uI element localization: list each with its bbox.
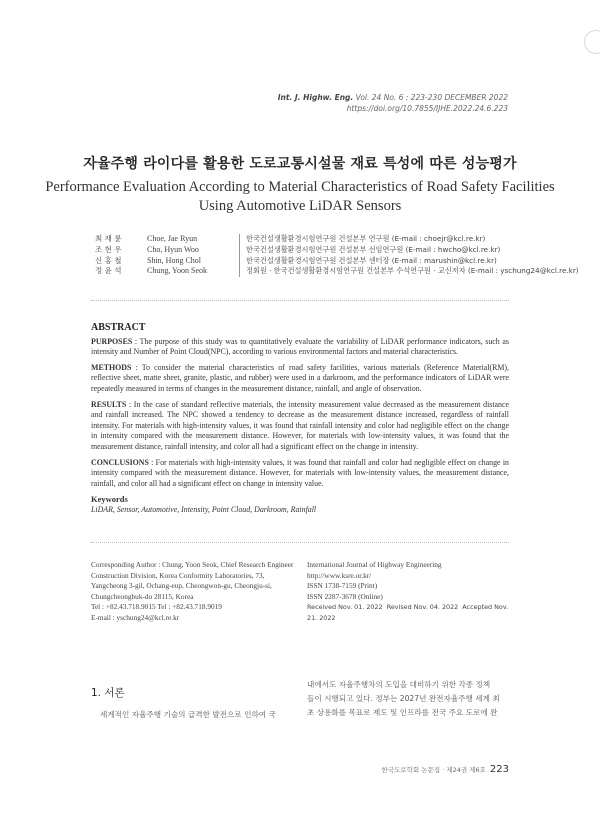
author-name-en: Shin, Hong Chol xyxy=(147,255,202,265)
journal-info-line: International Journal of Highway Engineering xyxy=(307,560,442,569)
author-separator xyxy=(239,245,240,256)
submission-dates xyxy=(307,602,512,623)
journal-info-block xyxy=(307,560,512,623)
page-number: 223 xyxy=(489,764,509,775)
footer-journal: 한국도로학회 논문집 · 제24권 제6호 xyxy=(381,766,486,774)
abstract-methods xyxy=(91,363,509,395)
author-affiliation: 정회원 · 한국건설생활환경시험연구원 건설본부 수석연구원 · 교신저자 (E-mail : yschung24@kcl.re.kr) xyxy=(246,266,579,276)
abstract-section xyxy=(91,323,509,516)
abstract-conclusions xyxy=(91,458,509,490)
title-english: Performance Evaluation According to Material Characteristics of Road Safety Facilities Using Automotive LiDAR Sensors xyxy=(45,179,555,214)
body-right-line: 초 상용화를 목표로 제도 및 인프라를 전국 주요 도로에 완 xyxy=(307,708,498,717)
body-right-column xyxy=(307,678,500,720)
author-separator xyxy=(239,256,240,267)
conclusions-text: : For materials with high-intensity values, it was found that rainfall and color had negligible effect on change in intensity compared with the measurement distance. However, for materials with low-intensity values, the measurement distance, rainfall, and color all had a significant effect on change in intensity value. xyxy=(91,457,509,488)
received-date: Nov. 01. 2022 xyxy=(338,603,383,611)
body-left-line: 세계적인 자율주행 기술의 급격한 발전으로 인하여 국 xyxy=(100,710,276,719)
author-affiliation: 한국건설생활환경시험연구원 건설본부 센터장 (E-mail : marushin@kcl.re.kr) xyxy=(246,255,497,265)
author-row xyxy=(95,234,579,245)
page-footer xyxy=(382,764,509,775)
conclusions-label: CONCLUSIONS xyxy=(91,457,149,467)
corr-line: Corresponding Author : Chung, Yoon Seok, Chief Research Engineer xyxy=(91,560,294,569)
author-row xyxy=(95,266,579,277)
keywords-list: LiDAR, Sensor, Automotive, Intensity, Point Cloud, Darkroom, Rainfall xyxy=(91,504,317,514)
results-text: : In the case of standard reflective materials, the intensity measurement value decreased as the measurement distance and rainfall increased. The NPC showed a tendency to decrease as the measurement distance increased, regardless of rainfall intensity. For materials with high-intensity values, it was found that rainfall intensity and color had negligible effect on the change in intensity compared with the measurement distance. However, for materials with low-intensity values, it was found that the measurement distance, rainfall intensity, and color all had a significant effect on the change in intensity. xyxy=(91,399,509,451)
revised-date: Nov. 04. 2022 xyxy=(413,603,459,611)
author-name-ko: 정 윤 석 xyxy=(95,266,122,276)
section-heading-introduction: 1. 서론 xyxy=(91,687,125,699)
author-name-en: Cho, Hyun Woo xyxy=(147,244,199,254)
corr-line: E-mail : yschung24@kcl.re.kr xyxy=(91,612,180,622)
author-row xyxy=(95,256,579,267)
corr-line: Construction Division, Korea Conformity Laboratories, 73, xyxy=(91,570,265,580)
journal-abbr: Int. J. Highw. Eng. xyxy=(277,93,354,102)
journal-info-line: ISSN 2287-3678 (Online) xyxy=(307,591,383,601)
dotted-divider-top xyxy=(91,300,509,301)
accepted-date: Nov. 21. 2022 xyxy=(307,603,509,622)
corr-line: Yangcheong 3-gil, Ochang-eup, Cheongwon-gu, Cheongju-si, xyxy=(91,581,272,590)
author-separator xyxy=(239,234,240,245)
author-name-ko: 신 홍 철 xyxy=(95,255,122,265)
revised-label: Revised xyxy=(386,603,412,611)
author-affiliation: 한국건설생활환경시험연구원 건설본부 연구원 (E-mail : choejr@kcl.re.kr) xyxy=(246,234,486,243)
journal-doi[interactable]: https://doi.org/10.7855/IJHE.2022.24.6.223 xyxy=(346,104,508,113)
corr-line: Chungcheongbuk-do 28115, Korea xyxy=(91,591,194,601)
keywords-heading: Keywords xyxy=(91,494,128,505)
journal-volume: Vol. 24 No. 6 : 223-230 DECEMBER 2022 xyxy=(355,93,508,102)
methods-label: METHODS xyxy=(91,362,132,372)
author-name-ko: 조 현 우 xyxy=(95,244,122,254)
results-label: RESULTS xyxy=(91,399,127,409)
journal-citation xyxy=(278,92,508,114)
body-right-line: 들이 시행되고 있다. 정부는 2027년 완전자율주행 세계 최 xyxy=(307,694,500,703)
corr-line: Tel : +82.43.718.9015 Tel : +82.43.718.9019 xyxy=(91,602,222,611)
author-name-en: Chung, Yoon Seok xyxy=(147,266,208,276)
author-row xyxy=(95,245,579,256)
title-korean: 자율주행 라이다를 활용한 도로교통시설물 재료 특성에 따른 성능평가 xyxy=(83,156,517,172)
abstract-heading: ABSTRACT xyxy=(91,322,146,333)
journal-info-line[interactable]: http://www.ksre.or.kr/ xyxy=(307,570,372,580)
received-label: Received xyxy=(307,603,337,611)
purposes-text: : The purpose of this study was to quantitatively evaluate the variability of LiDAR performance indicators, such as intensity and Number of Point Cloud(NPC), according to various environmental factors and material characteristics. xyxy=(91,336,509,357)
methods-text: : To consider the material characteristics of road safety facilities, various materials (Reference Material(RM), reflective sheet, matte sheet, granite, plastic, and rubber) were used in a darkroom, and the performance indicators of LiDAR were repeatedly measured in terms of changes in the measurement distance, rainfall, and angle of observation. xyxy=(91,362,509,393)
abstract-purposes xyxy=(91,337,509,358)
abstract-results xyxy=(91,400,509,453)
body-right-line: 내에서도 자율주행차의 도입을 대비하기 위한 각종 정책 xyxy=(307,680,491,689)
author-list xyxy=(95,234,579,277)
author-name-ko: 최 재 륜 xyxy=(95,234,122,243)
author-name-en: Choe, Jae Ryun xyxy=(147,234,198,243)
corresponding-author-block xyxy=(91,560,306,623)
corner-circle-decoration xyxy=(584,30,600,54)
journal-info-line: ISSN 1738-7159 (Print) xyxy=(307,581,378,590)
dotted-divider-bottom xyxy=(91,542,509,543)
author-affiliation: 한국건설생활환경시험연구원 건설본부 선임연구원 (E-mail : hwcho@kcl.re.kr) xyxy=(246,244,501,254)
purposes-label: PURPOSES xyxy=(91,336,133,346)
author-separator xyxy=(239,266,240,277)
accepted-label: Accepted xyxy=(462,603,493,611)
